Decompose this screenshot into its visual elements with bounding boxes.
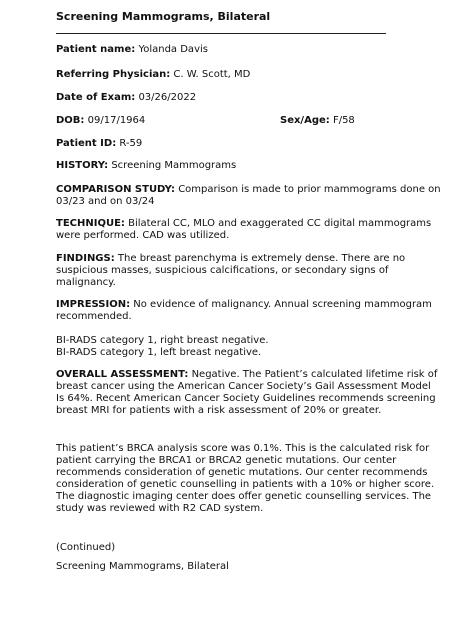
- brca-line: study was reviewed with R2 CAD system.: [56, 503, 264, 514]
- birads-left: BI-RADS category 1, left breast negative.: [56, 347, 262, 358]
- patient-name-row: [56, 44, 208, 56]
- report-title: Screening Mammograms, Bilateral: [56, 10, 271, 23]
- sex-age-row: [280, 115, 355, 127]
- impression-line: No evidence of malignancy. Annual screening mammogram: [133, 299, 432, 310]
- overall-assessment-line: breast MRI for patients with a risk assessment of 20% or greater.: [56, 405, 382, 416]
- overall-assessment-line: breast cancer using the American Cancer Society’s Gail Assessment Model: [56, 381, 431, 392]
- exam-date-label: Date of Exam:: [56, 92, 136, 103]
- dob-row: [56, 115, 145, 127]
- findings-line: malignancy.: [56, 277, 116, 288]
- brca-line: This patient’s BRCA analysis score was 0.1%. This is the calculated risk for: [56, 443, 430, 454]
- dob-value: 09/17/1964: [87, 115, 146, 126]
- brca-line: The diagnostic imaging center does offer genetic counselling services. The: [56, 491, 432, 502]
- comparison-study-line: Comparison is made to prior mammograms done on: [178, 184, 441, 195]
- history-row: [56, 160, 236, 172]
- technique-line: Bilateral CC, MLO and exaggerated CC digital mammograms: [128, 218, 432, 229]
- dob-label: DOB:: [56, 115, 85, 126]
- patient-id-row: [56, 138, 142, 150]
- continued-note: (Continued): [56, 542, 116, 553]
- findings-line: suspicious masses, suspicious calcifications, or secondary signs of: [56, 265, 389, 276]
- birads-section: [56, 335, 426, 359]
- impression-section: [56, 299, 432, 323]
- patient-id-value: R-59: [119, 138, 143, 149]
- patient-name-value: Yolanda Davis: [138, 44, 208, 55]
- findings-line: The breast parenchyma is extremely dense. There are no: [117, 253, 406, 264]
- brca-line: consideration of genetic counselling in patients with a 10% or higher score.: [56, 479, 435, 490]
- history-label: HISTORY:: [56, 160, 109, 171]
- sex-age-value: F/58: [332, 115, 355, 126]
- brca-line: recommends consideration of genetic mutations. Our center recommends: [56, 467, 428, 478]
- referring-physician-label: Referring Physician:: [56, 69, 171, 80]
- comparison-study-line: 03/23 and on 03/24: [56, 196, 155, 207]
- technique-section: [56, 218, 432, 242]
- exam-date-row: [56, 92, 196, 104]
- overall-assessment-line: Is 64%. Recent American Cancer Society Guidelines recommends screening: [56, 393, 436, 404]
- technique-line: were performed. CAD was utilized.: [56, 230, 230, 241]
- impression-label: IMPRESSION:: [56, 299, 131, 310]
- findings-label: FINDINGS:: [56, 253, 115, 264]
- overall-assessment-section: [56, 369, 438, 417]
- referring-physician-value: C. W. Scott, MD: [173, 69, 251, 80]
- overall-assessment-label: OVERALL ASSESSMENT:: [56, 369, 189, 380]
- technique-label: TECHNIQUE:: [56, 218, 125, 229]
- patient-name-label: Patient name:: [56, 44, 136, 55]
- overall-assessment-line: Negative. The Patient’s calculated lifetime risk of: [191, 369, 438, 380]
- comparison-study-label: COMPARISON STUDY:: [56, 184, 176, 195]
- birads-right: BI-RADS category 1, right breast negative.: [56, 335, 269, 346]
- brca-line: patient carrying the BRCA1 or BRCA2 genetic mutations. Our center: [56, 455, 397, 466]
- patient-id-label: Patient ID:: [56, 138, 117, 149]
- title-underline: [56, 33, 386, 34]
- exam-date-value: 03/26/2022: [138, 92, 197, 103]
- brca-section: [56, 443, 435, 515]
- impression-line: recommended.: [56, 311, 132, 322]
- comparison-study-section: [56, 184, 441, 208]
- footer-title: Screening Mammograms, Bilateral: [56, 561, 229, 572]
- referring-physician-row: [56, 69, 250, 81]
- findings-section: [56, 253, 426, 289]
- history-text: Screening Mammograms: [111, 160, 237, 171]
- sex-age-label: Sex/Age:: [280, 115, 330, 126]
